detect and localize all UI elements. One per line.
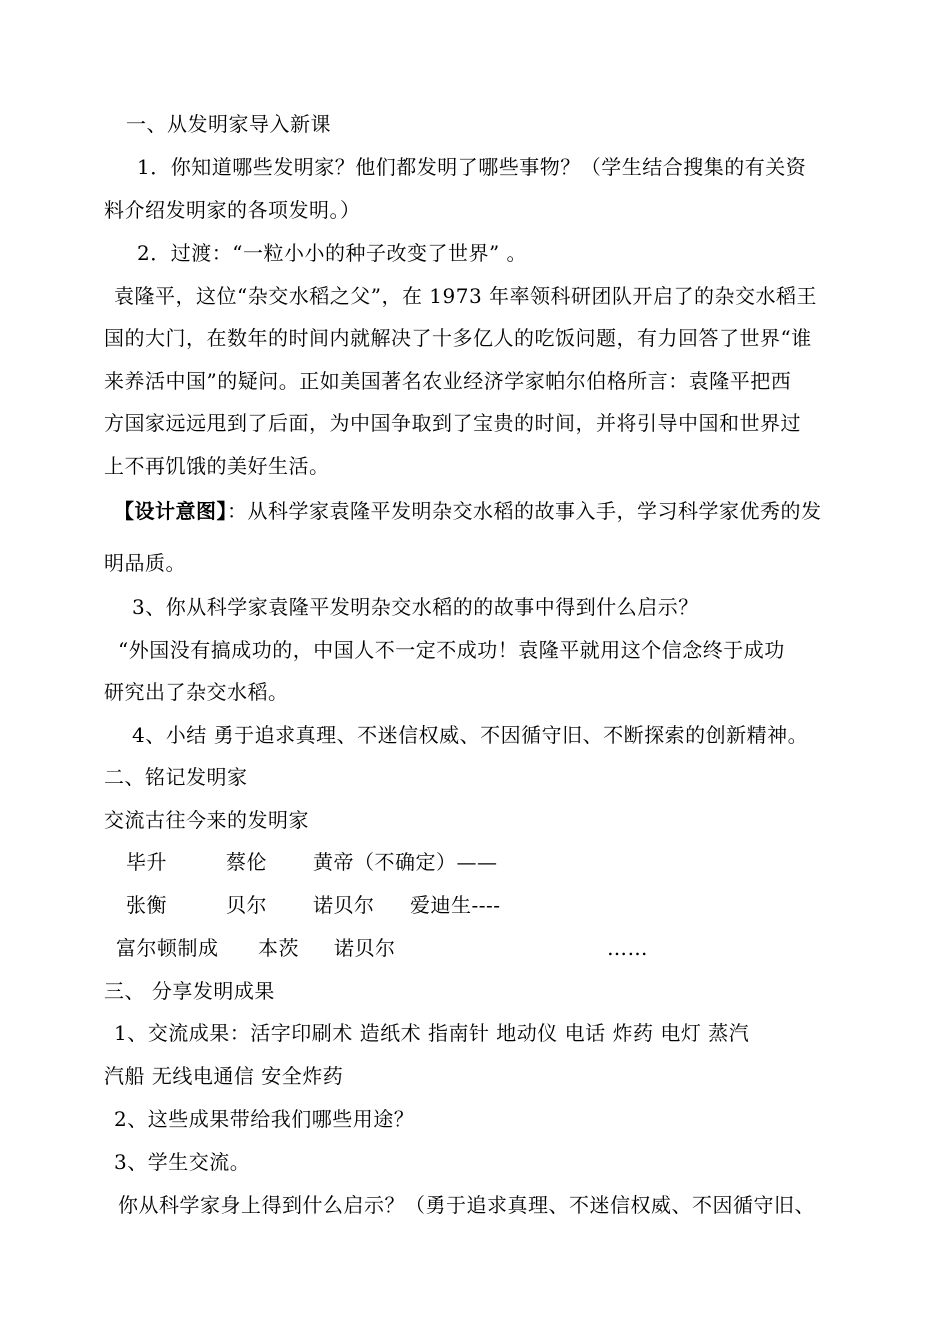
section3-item3: 3、学生交流。 — [114, 1150, 251, 1174]
section1-item2: 2．过渡：“一粒小小的种子改变了世界” 。 — [137, 241, 528, 265]
inventor-name: 黄帝（不确定）—— — [313, 850, 498, 874]
section1-para-line2: 国的大门，在数年的时间内就解决了十多亿人的吃饭问题，有力回答了世界“谁 — [104, 326, 812, 350]
quote-line1: “外国没有搞成功的，中国人不一定不成功！袁隆平就用这个信念终于成功 — [118, 638, 785, 662]
inventor-name: 富尔顿制成 — [116, 936, 219, 960]
section1-item1-line2: 料介绍发明家的各项发明。） — [104, 198, 361, 222]
ellipsis: …… — [607, 936, 648, 960]
section1-para-line4: 方国家远远甩到了后面，为中国争取到了宝贵的时间，并将引导中国和世界过 — [104, 411, 801, 435]
section2-intro: 交流古往今来的发明家 — [104, 808, 309, 832]
inventor-name: 毕升 — [126, 850, 167, 874]
inventor-name: 贝尔 — [226, 893, 267, 917]
section1-item3: 3、你从科学家袁隆平发明杂交水稻的的故事中得到什么启示？ — [132, 595, 699, 619]
inventor-name: 爱迪生---- — [410, 893, 501, 917]
inventor-name: 诺贝尔 — [334, 936, 396, 960]
design-intent-text2: 明品质。 — [104, 551, 186, 575]
section3-item1-line1: 1、交流成果：活字印刷术 造纸术 指南针 地动仪 电话 炸药 电灯 蒸汽 — [114, 1021, 750, 1045]
design-intent — [114, 499, 822, 523]
section1-para-line3: 来养活中国”的疑问。正如美国著名农业经济学家帕尔伯格所言：袁隆平把西 — [104, 369, 792, 393]
section1-heading: 一、从发明家导入新课 — [126, 112, 331, 136]
inventor-name: 蔡伦 — [226, 850, 267, 874]
section3-closing: 你从科学家身上得到什么启示？（勇于追求真理、不迷信权威、不因循守旧、 — [118, 1193, 815, 1217]
section3-item1-line2: 汽船 无线电通信 安全炸药 — [104, 1064, 344, 1088]
section1-para-line1: 袁隆平，这位“杂交水稻之父”，在 1973 年率领科研团队开启了的杂交水稻王 — [114, 284, 818, 308]
section1-para-line5: 上不再饥饿的美好生活。 — [104, 454, 330, 478]
inventor-name: 诺贝尔 — [313, 893, 375, 917]
section1-item4: 4、小结 勇于追求真理、不迷信权威、不因循守旧、不断探索的创新精神。 — [132, 723, 809, 747]
section3-heading: 三、 分享发明成果 — [104, 979, 275, 1003]
section1-item1-line1: 1．你知道哪些发明家？他们都发明了哪些事物？（学生结合搜集的有关资 — [137, 155, 807, 179]
inventor-name: 本茨 — [258, 936, 299, 960]
design-intent-text: ：从科学家袁隆平发明杂交水稻的故事入手，学习科学家优秀的发 — [227, 499, 822, 523]
design-intent-label: 【设计意图】 — [114, 499, 227, 523]
section3-item2: 2、这些成果带给我们哪些用途？ — [114, 1107, 415, 1131]
quote-line2: 研究出了杂交水稻。 — [104, 680, 289, 704]
section2-heading: 二、铭记发明家 — [104, 765, 248, 789]
inventor-name: 张衡 — [126, 893, 167, 917]
